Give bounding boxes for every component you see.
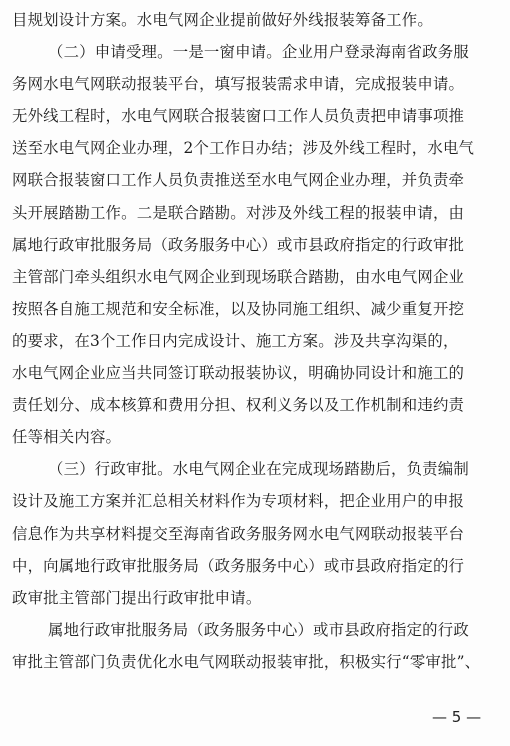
- text-line: 头开展踏勘工作。二是联合踏勘。对涉及外线工程的报装申请，由: [12, 203, 465, 222]
- text-line: 务网水电气网联动报装平台，填写报装需求申请，完成报装申请。: [12, 75, 465, 94]
- text-line: 网联合报装窗口工作人员负责推送至水电气网企业办理，并负责牵: [12, 171, 465, 190]
- text-line: 信息作为共享材料提交至海南省政务服务网水电气网联动报装平台: [12, 524, 465, 543]
- text-line: 任等相关内容。: [12, 428, 122, 447]
- document-body: [12, 4, 500, 678]
- text-line: 按照各自施工规范和安全标准，以及协同施工组织、减少重复开挖: [12, 299, 465, 318]
- text-line: 水电气网企业应当共同签订联动报装协议，明确协同设计和施工的: [12, 364, 465, 383]
- text-line: 送至水电气网企业办理，2个工作日办结；涉及外线工程时，水电气: [12, 139, 475, 158]
- text-line: 设计及施工方案并汇总相关材料作为专项材料，把企业用户的申报: [12, 492, 465, 511]
- text-line: 的要求，在3个工作日内完成设计、施工方案。涉及共享沟渠的，: [12, 331, 459, 350]
- text-line: 责任划分、成本核算和费用分担、权利义务以及工作机制和违约责: [12, 396, 465, 415]
- text-line: （三）行政审批。水电气网企业在完成现场踏勘后，负责编制: [48, 460, 469, 479]
- text-line: 主管部门牵头组织水电气网企业到现场联合踏勘，由水电气网企业: [12, 267, 465, 286]
- text-line: 属地行政审批服务局（政务服务中心）或市县政府指定的行政: [48, 620, 469, 639]
- text-line: 政审批主管部门提出行政审批申请。: [12, 588, 262, 607]
- text-line: （二）申请受理。一是一窗申请。企业用户登录海南省政务服: [48, 43, 469, 62]
- text-line: 无外线工程时，水电气网联合报装窗口工作人员负责把申请事项推: [12, 107, 465, 126]
- text-line: 审批主管部门负责优化水电气网联动报装审批，积极实行“零审批”、: [12, 652, 481, 671]
- text-line: 属地行政审批服务局（政务服务中心）或市县政府指定的行政审批: [12, 235, 465, 254]
- text-line: 中，向属地行政审批服务局（政务服务中心）或市县政府指定的行: [12, 556, 465, 575]
- page-number: — 5 —: [432, 708, 482, 726]
- text-line: 目规划设计方案。水电气网企业提前做好外线报装筹备工作。: [12, 11, 433, 29]
